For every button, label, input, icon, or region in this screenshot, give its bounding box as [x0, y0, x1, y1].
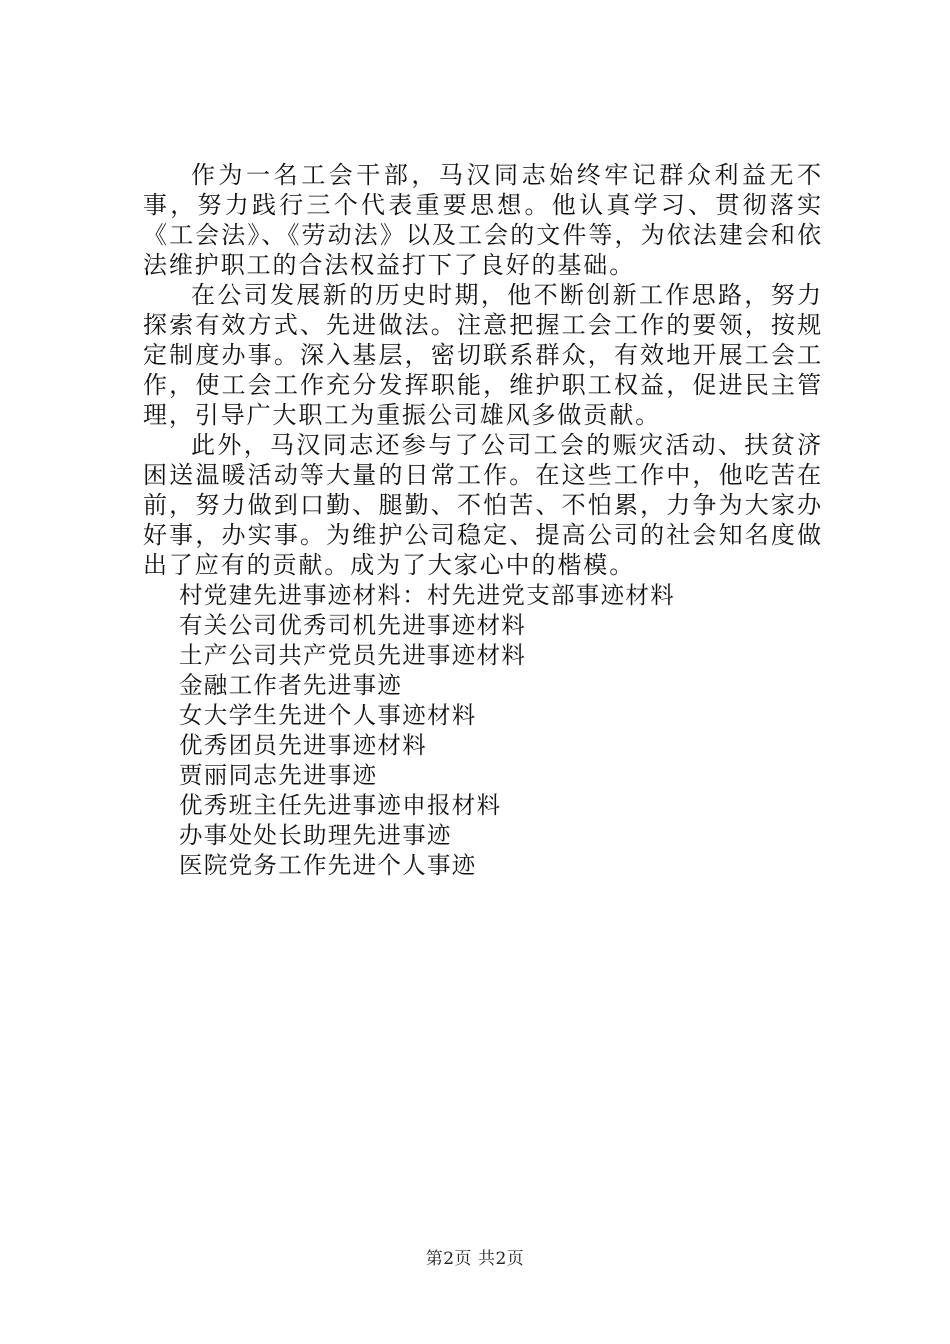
related-article-link[interactable]: 有关公司优秀司机先进事迹材料 — [179, 611, 527, 639]
body-paragraph-3: 此外，马汉同志还参与了公司工会的赈灾活动、扶贫济困送温暖活动等大量的日常工作。在这些工作中，他吃苦在前，努力做到口勤、腿勤、不怕苦、不怕累，力争为大家办好事，办实事。为维护公司稳定、提高公司的社会知名度做出了应有的贡献。成为了大家心中的楷模。 — [143, 431, 823, 579]
page-number-footer: 第2页 共2页 — [425, 1249, 525, 1269]
body-paragraph-1: 作为一名工会干部，马汉同志始终牢记群众利益无不事，努力践行三个代表重要思想。他认真学习、贯彻落实《工会法》、《劳动法》以及工会的文件等，为依法建会和依法维护职工的合法权益打下了良好的基础。 — [143, 161, 823, 279]
related-article-link[interactable]: 医院党务工作先进个人事迹 — [179, 851, 477, 879]
related-articles-list — [143, 580, 823, 880]
related-article-link[interactable]: 优秀团员先进事迹材料 — [179, 731, 427, 759]
related-article-link[interactable]: 女大学生先进个人事迹材料 — [179, 701, 477, 729]
related-article-link[interactable]: 金融工作者先进事迹 — [179, 671, 403, 699]
related-article-link[interactable]: 办事处处长助理先进事迹 — [179, 821, 452, 849]
related-article-link[interactable]: 贾丽同志先进事迹 — [179, 761, 378, 789]
body-paragraph-2: 在公司发展新的历史时期，他不断创新工作思路，努力探索有效方式、先进做法。注意把握工会工作的要领，按规定制度办事。深入基层，密切联系群众，有效地开展工会工作，使工会工作充分发挥职能，维护职工权益，促进民主管理，引导广大职工为重振公司雄风多做贡献。 — [143, 281, 823, 429]
related-article-link[interactable]: 村党建先进事迹材料：村先进党支部事迹材料 — [179, 581, 675, 609]
related-article-link[interactable]: 土产公司共产党员先进事迹材料 — [179, 641, 527, 669]
document-body — [143, 160, 823, 880]
related-article-link[interactable]: 优秀班主任先进事迹申报材料 — [179, 791, 502, 819]
